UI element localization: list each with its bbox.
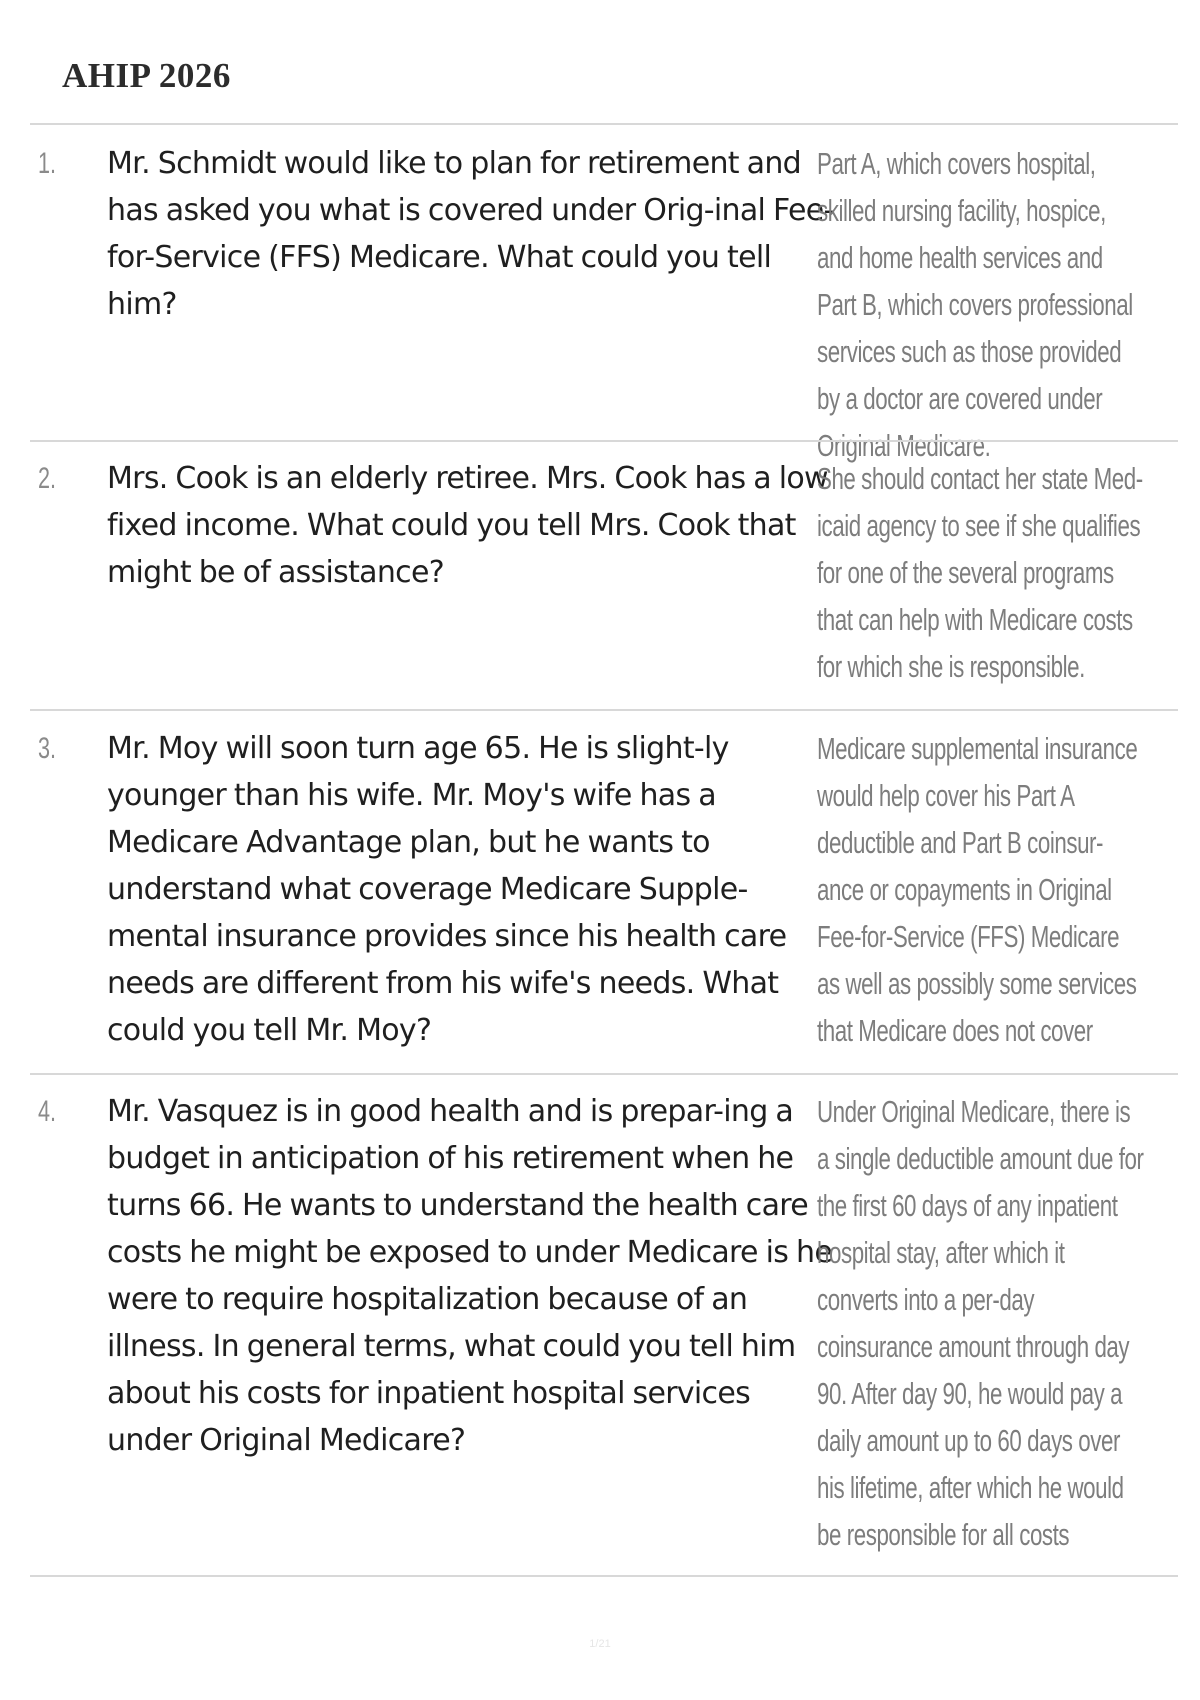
divider: [30, 1073, 1178, 1075]
item-number: 1.: [38, 147, 57, 180]
divider: [30, 440, 1178, 442]
page-number: 1/21: [589, 1638, 611, 1650]
question-text: Mr. Schmidt would like to plan for retirement and has asked you what is covered under Orig-inal Fee-for-Service (FFS) Medicare. What could you tell him?: [107, 146, 834, 322]
question-text: Mr. Vasquez is in good health and is prepar-ing a budget in anticipation of his retirement when he turns 66. He wants to understand the health care costs he might be exposed to under Medicare is he were to require hospitalization because of an illness. In general terms, what could you tell him about his costs for inpatient hospital services under Original Medicare?: [107, 1094, 833, 1458]
answer-text: Under Original Medicare, there is a single deductible amount due for the first 60 days of any inpatient hospital stay, after which it converts into a per-day coinsurance amount through day 90. After day 90, he would pay a daily amount up to 60 days over his lifetime, after which he would be responsible for all costs: [817, 1094, 1144, 1552]
item-number: 3.: [38, 732, 57, 765]
item-number: 4.: [38, 1095, 57, 1128]
answer-text: Part A, which covers hospital, skilled nursing facility, hospice, and home health services and Part B, which covers professional services such as those provided by a doctor are covered under Original Medicare.: [817, 146, 1133, 463]
page-title: AHIP 2026: [62, 56, 231, 95]
answer-text: She should contact her state Med-icaid agency to see if she qualifies for one of the several programs that can help with Medicare costs for which she is responsible.: [817, 461, 1143, 684]
divider: [30, 709, 1178, 711]
divider: [30, 123, 1178, 125]
item-number: 2.: [38, 462, 57, 495]
answer-text: Medicare supplemental insurance would help cover his Part A deductible and Part B coinsur-ance or copayments in Original Fee-for-Service (FFS) Medicare as well as possibly some services that Medicare does not cover: [817, 731, 1138, 1048]
question-text: Mr. Moy will soon turn age 65. He is slight-ly younger than his wife. Mr. Moy's wife has a Medicare Advantage plan, but he wants to understand what coverage Medicare Supple-mental insurance provides since his health care needs are different from his wife's needs. What could you tell Mr. Moy?: [107, 731, 787, 1048]
divider: [30, 1575, 1178, 1577]
question-text: Mrs. Cook is an elderly retiree. Mrs. Cook has a low fixed income. What could you tell Mrs. Cook that might be of assistance?: [107, 461, 828, 590]
